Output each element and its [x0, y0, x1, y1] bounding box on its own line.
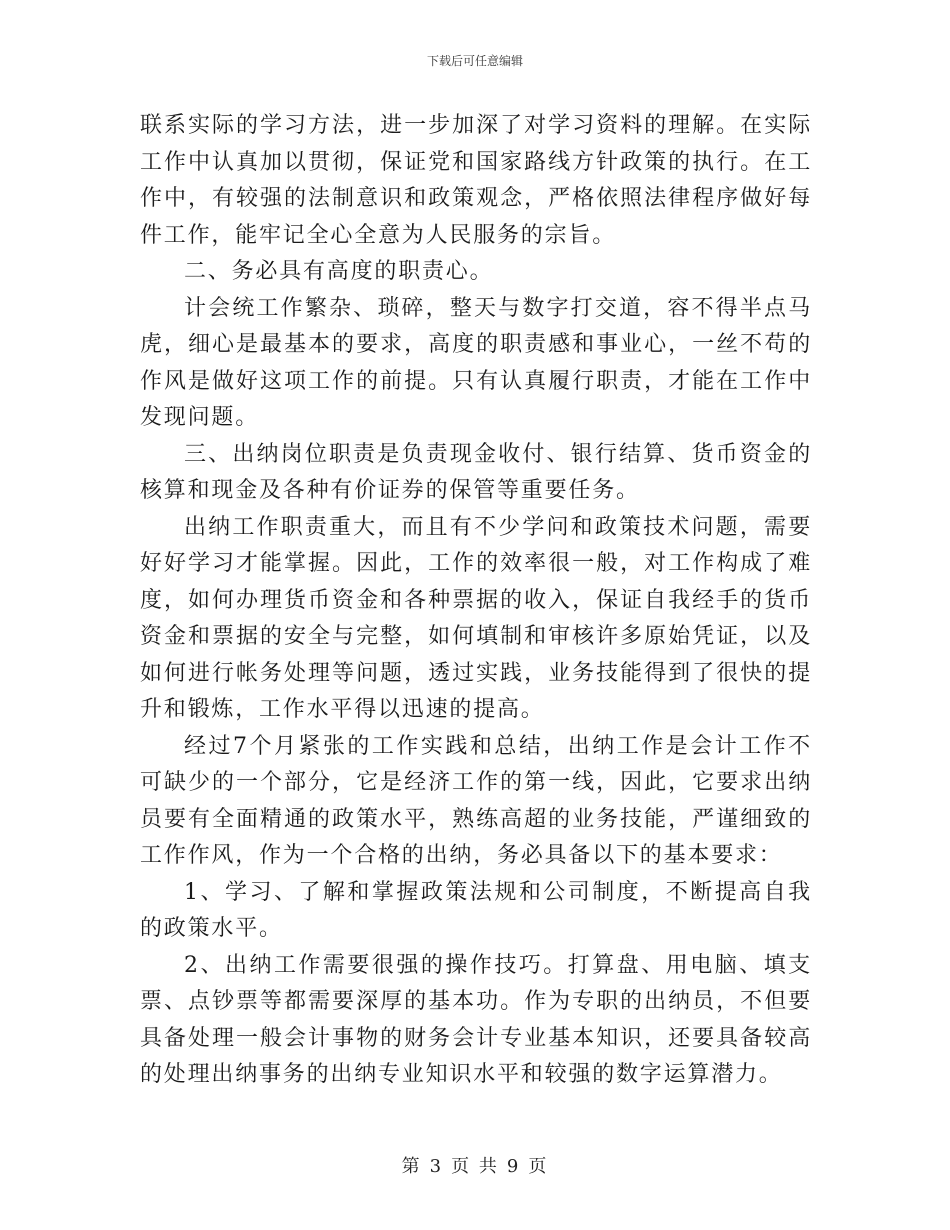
footer-middle: 页 共: [451, 1156, 499, 1177]
page-footer: [0, 1152, 950, 1178]
paragraph: 计会统工作繁杂、琐碎，整天与数字打交道，容不得半点马虎，细心是最基本的要求，高度的职责感和事业心，一丝不苟的作风是做好这项工作的前提。只有认真履行职责，才能在工作中发现问题。: [140, 295, 812, 430]
document-body: [140, 108, 812, 1094]
paragraph: 出纳工作职责重大，而且有不少学问和政策技术问题，需要好好学习才能掌握。因此，工作的效率很一般，对工作构成了难度，如何办理货币资金和各种票据的收入，保证自我经手的货币资金和票据的安全与完整，如何填制和审核许多原始凭证，以及如何进行帐务处理等问题，透过实践，业务技能得到了很快的提升和锻炼，工作水平得以迅速的提高。: [140, 514, 812, 722]
list-item-2: 2、出纳工作需要很强的操作技巧。打算盘、用电脑、填支票、点钞票等都需要深厚的基本功。作为专职的出纳员，不但要具备处理一般会计事物的财务会计专业基本知识，还要具备较高的处理出纳事务的出纳专业知识水平和较强的数字运算潜力。: [140, 952, 812, 1087]
list-item-1: 1、学习、了解和掌握政策法规和公司制度，不断提高自我的政策水平。: [140, 879, 812, 941]
total-pages-number: 9: [506, 1156, 521, 1177]
paragraph: 经过7个月紧张的工作实践和总结，出纳工作是会计工作不可缺少的一个部分，它是经济工作的第一线，因此，它要求出纳员要有全面精通的政策水平，熟练高超的业务技能，严谨细致的工作作风，作为一个合格的出纳，务必具备以下的基本要求：: [140, 733, 812, 868]
section-heading-3: 三、出纳岗位职责是负责现金收付、银行结算、货币资金的核算和现金及各种有价证券的保管等重要任务。: [140, 441, 812, 503]
header-note: 下载后可任意编辑: [426, 54, 523, 68]
page-header: [0, 52, 950, 69]
current-page-number: 3: [429, 1156, 444, 1177]
section-heading-2: 二、务必具有高度的职责心。: [184, 259, 494, 284]
footer-prefix: 第: [401, 1156, 422, 1177]
footer-suffix: 页: [528, 1156, 549, 1177]
paragraph-continuation: 联系实际的学习方法，进一步加深了对学习资料的理解。在实际工作中认真加以贯彻，保证党和国家路线方针政策的执行。在工作中，有较强的法制意识和政策观念，严格依照法律程序做好每件工作，能牢记全心全意为人民服务的宗旨。: [140, 113, 812, 248]
